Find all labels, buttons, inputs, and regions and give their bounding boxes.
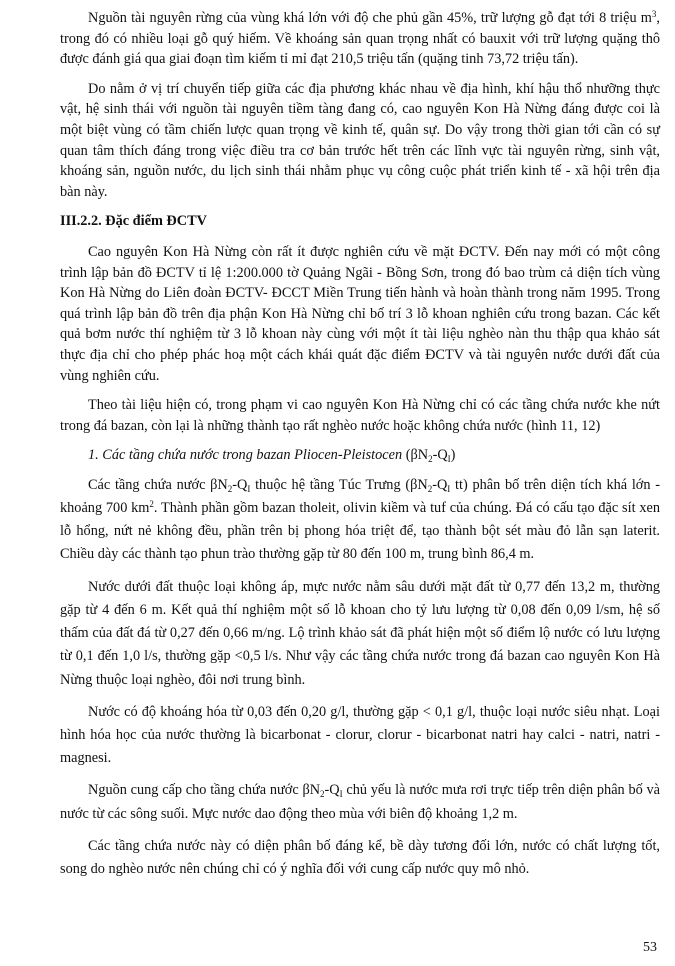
text-span: -Q xyxy=(432,476,448,493)
text-span: . Thành phần gồm bazan tholeit, olivin kiềm và tuf của chúng. Đá có cấu tạo đặc sít xen lỗ hổng, nứt nẻ không đều, phần trên bị phong hóa triệt để, tạo thành bột sét màu đỏ lẫn sạn laterit. Chiều dày các thành tạo phun trào thường gặp từ 80 đến 100 m, trung bình 86,4 m. xyxy=(60,500,661,563)
paragraph-conclusion: Các tầng chứa nước này có diện phân bố đáng kể, bề dày tương đối lớn, nước có chất lượng tốt, song do nghèo nước nên chúng chỉ có ý nghĩa đối với cung cấp nước quy mô nhỏ. xyxy=(60,837,660,877)
paragraph-aquifer-distribution xyxy=(60,474,660,567)
subscript: I xyxy=(447,454,451,465)
text-span: -Q xyxy=(324,782,340,799)
text-span: tt) phân bố trên diện tích khá lớn - khoảng 700 km xyxy=(60,476,660,517)
subheading-italic: 1. Các tầng chứa nước trong bazan Pliocen-Pleistocen xyxy=(88,447,403,464)
section-heading xyxy=(60,211,660,232)
formula-part: ) xyxy=(450,447,456,464)
text-span: -Q xyxy=(232,476,248,493)
paragraph-mineralization: Nước có độ khoáng hóa từ 0,03 đến 0,20 g/l, thường gặp < 0,1 g/l, thuộc loại nước siêu nhạt. Loại hình hóa học của nước thường là bicarbonat - clorur, clorur - bicarbonat natri hay calci - natri, natri - magnesi. xyxy=(60,703,660,767)
subsection-heading xyxy=(60,445,660,466)
formula-part: (βN xyxy=(402,447,429,464)
text-span: thuộc hệ tầng Túc Trưng (βN xyxy=(250,476,428,493)
text-span: Nguồn tài nguyên rừng của vùng khá lớn với độ che phủ gần 45%, trữ lượng gỗ đạt tới 8 triệu m xyxy=(88,10,652,26)
superscript: 3 xyxy=(651,9,657,19)
paragraph-forest-resources xyxy=(60,8,660,70)
subscript: I xyxy=(247,483,251,494)
paragraph-research-history: Cao nguyên Kon Hà Nừng còn rất ít được nghiên cứu về mặt ĐCTV. Đến nay mới có một công trình lập bản đồ ĐCTV tỉ lệ 1:200.000 tờ Quảng Ngãi - Bồng Sơn, trong đó bao trùm cả diện tích vùng Kon Hà Nừng do Liên đoàn ĐCTV- ĐCCT Miền Trung tiến hành và hoàn thành trong năm 1995. Trong quá trình lập bản đồ trên địa phận Kon Hà Nừng chỉ bố trí 3 lỗ khoan nghiên cứu trong bazan. Các kết quả bơm nước thí nghiệm từ 3 lỗ khoan này cùng với một ít tài liệu nghèo nàn thu thập qua khảo sát thực địa chỉ cho phép phác hoạ một cách khái quát đặc điểm ĐCTV và tài nguyên nước dưới đất của vùng nghiên cứu. xyxy=(60,243,660,384)
subscript: 2 xyxy=(428,454,433,465)
paragraph-aquifer-overview: Theo tài liệu hiện có, trong phạm vi cao nguyên Kon Hà Nừng chỉ có các tầng chứa nước khe nứt trong đá bazan, còn lại là những thành tạo rất nghèo nước hoặc không chứa nước (hình 11, 12) xyxy=(60,397,660,434)
formula-part: -Q xyxy=(432,447,448,464)
paragraph-recharge-source xyxy=(60,779,660,825)
subscript: 2 xyxy=(227,483,233,494)
page-number: 53 xyxy=(643,940,657,955)
text-span: Các tầng chứa nước βN xyxy=(88,476,228,493)
superscript: 2 xyxy=(149,499,154,510)
paragraph-strategic-location: Do nằm ở vị trí chuyển tiếp giữa các địa phương khác nhau về địa hình, khí hậu thổ nhưỡng thực vật, hệ sinh thái với nguồn tài nguyên tiềm tàng đang có, cao nguyên Kon Hà Nừng đáng được coi là một biệt vùng có tầm chiến lược quan trọng về kinh tế, quân sự. Do vậy trong thời gian tới cần có sự quan tâm thích đáng trong việc điều tra cơ bản trước hết trên các lĩnh vực tài nguyên rừng, sinh vật, khoáng sản, nguồn nước, du lịch sinh thái nhằm phục vụ công cuộc phát triển kinh tế - xã hội trên địa bàn này. xyxy=(60,80,660,200)
heading-text: III.2.2. Đặc điểm ĐCTV xyxy=(60,213,207,230)
subscript: I xyxy=(447,483,451,494)
subscript: 2 xyxy=(427,483,433,494)
paragraph-groundwater-level: Nước dưới đất thuộc loại không áp, mực nước nằm sâu dưới mặt đất từ 0,77 đến 13,2 m, thường gặp từ 4 đến 6 m. Kết quả thí nghiệm một số lỗ khoan cho tỷ lưu lượng từ 0,08 đến 0,09 l/sm, hệ số thấm của đất đá từ 0,27 đến 0,66 m/ng. Lộ trình khảo sát đã phát hiện một số điểm lộ nước có lưu lượng từ 0,1 đến 1,0 l/s, thường gặp <0,5 l/s. Như vậy các tầng chứa nước trong đá bazan cao nguyên Kon Hà Nừng thuộc loại nghèo, đôi nơi trung bình. xyxy=(60,578,660,688)
subscript: I xyxy=(339,789,343,800)
page-content xyxy=(60,8,660,890)
subscript: 2 xyxy=(320,789,325,800)
text-span: , trong đó có nhiều loại gỗ quý hiếm. Về khoáng sản quan trọng nhất có bauxit với trữ lượng quặng thô được đánh giá qua giai đoạn tìm kiếm tỉ mỉ đạt 210,5 triệu tấn (quặng tinh 73,72 triệu tấn). xyxy=(60,10,660,68)
text-span: Nguồn cung cấp cho tầng chứa nước βN xyxy=(88,782,321,799)
text-span: chủ yếu là nước mưa rơi trực tiếp trên diện phân bố và nước từ các sông suối. Mực nước dao động theo mùa với biên độ khoảng 1,2 m. xyxy=(60,782,660,822)
